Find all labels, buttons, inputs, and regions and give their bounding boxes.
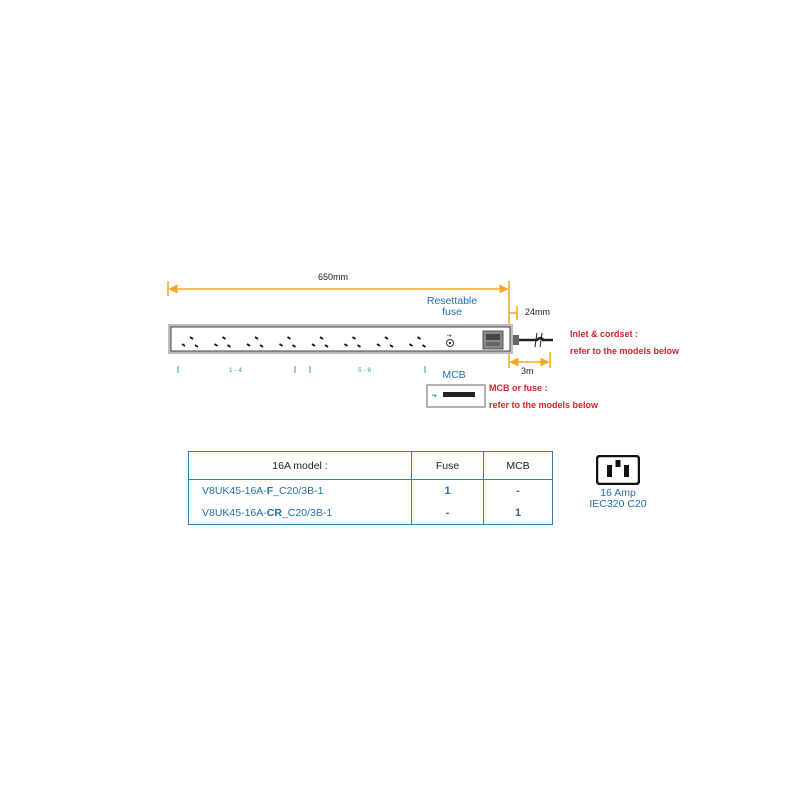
mcb-label: MCB — [442, 369, 466, 381]
mcb-module — [427, 385, 485, 407]
svg-text:•●: •● — [432, 393, 437, 399]
table-row — [189, 480, 553, 503]
inlet-note: Inlet & cordset : refer to the models below — [570, 329, 680, 356]
cord-length-label: 3m — [521, 366, 534, 376]
mcb-column-header: MCB — [484, 452, 553, 480]
width-dimension — [509, 306, 517, 320]
model-name-cell: V8UK45-16A-F_C20/3B-1 — [189, 480, 412, 503]
mcb-cell: 1 — [484, 502, 553, 525]
fuse-column-header: Fuse — [412, 452, 484, 480]
mcb-fuse-note: MCB or fuse : refer to the models below — [489, 383, 599, 410]
fuse-cell: - — [412, 502, 484, 525]
model-name-cell: V8UK45-16A-CR_C20/3B-1 — [189, 502, 412, 525]
connector-label: 16 Amp IEC320 C20 — [589, 487, 647, 510]
iec-c20-connector-icon — [596, 455, 640, 485]
width-label: 24mm — [525, 307, 551, 317]
fuse-cell: 1 — [412, 480, 484, 503]
pdu-body — [168, 324, 513, 354]
models-table — [188, 451, 553, 525]
svg-text:•●: •● — [447, 333, 452, 339]
model-column-header: 16A model : — [189, 452, 412, 480]
outlet-group-markers — [178, 366, 425, 373]
length-label: 650mm — [318, 272, 349, 282]
table-header-row — [189, 452, 553, 480]
outlet-group-label: 1 - 4 — [229, 367, 243, 374]
outlet-group-label: 5 - 8 — [358, 367, 372, 374]
power-cord — [513, 333, 553, 347]
resettable-fuse-label: Resettable fuse — [426, 295, 478, 318]
mcb-cell: - — [484, 480, 553, 503]
table-row — [189, 502, 553, 525]
